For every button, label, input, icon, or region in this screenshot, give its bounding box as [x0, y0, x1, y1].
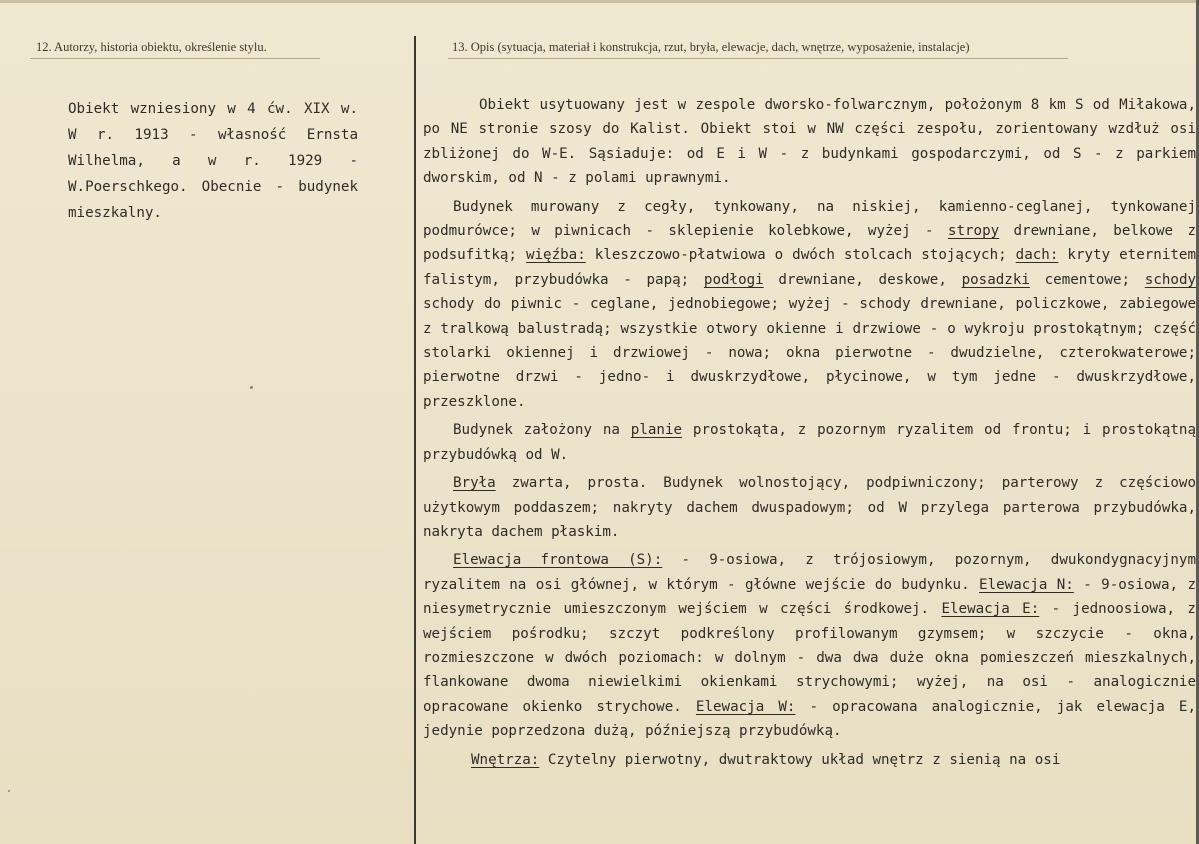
text-run: zwarta, prosta. Budynek wolnostojący, podpiwniczony; parterowy z częściowo użytkowym poddaszem; nakryty dachem dwuspadowym; od W przylega parterowa przybudówka, nakryta dachem płaskim.: [423, 475, 1196, 540]
underlined-term: Elewacja frontowa (S):: [453, 552, 663, 569]
text-run: drewniane, belkowe z podsufitką;: [423, 223, 1196, 264]
underlined-term: dach:: [1015, 247, 1059, 264]
construction-paragraph: [423, 195, 1196, 415]
underlined-term: posadzki: [961, 271, 1030, 288]
text-run: Budynek murowany z cegły, tynkowany, na niskiej, kamienno-ceglanej, tynkowanej podmurówce; w piwnicach - sklepienie kolebkowe, wyżej -: [423, 198, 1196, 240]
text-run: - jednoosiowa, z wejściem pośrodku; szczyt podkreślony profilowanym gzymsem; w szczycie - okna, rozmieszczone w dwóch poziomach: w dolnym - dwa dwa duże okna pomieszczeń mieszkalnych, flankowane dwoma niewielkimi okienkami strychowymi; wyżej, na osi - analogicznie opracowane okienko strychowe.: [423, 601, 1196, 715]
text-run: - 9-osiowa, z niesymetrycznie umieszczonym wejściem w części środkowej.: [423, 576, 1196, 618]
column-divider: [414, 36, 416, 844]
authors-history-text: [68, 96, 358, 226]
underlined-term: stropy: [947, 223, 1000, 240]
text-run: drewniane, deskowe,: [763, 271, 962, 288]
interiors-paragraph: [423, 748, 1196, 772]
location-paragraph: Obiekt usytuowany jest w zespole dworsko-folwarcznym, położonym 8 km S od Miłakowa, po NE stronie szosy do Kalist. Obiekt stoi w NW części zespołu, zorientowany wzdłuż osi zbliżonej do W-E. Sąsiaduje: od E i W - z budynkami gospodarczymi, od S - z parkiem dworskim, od N - z polami uprawnymi.: [423, 97, 1196, 187]
text-run: kryty eternitem falistym, przybudówka - papą;: [423, 247, 1196, 288]
text-run: schody do piwnic - ceglane, jednobiegowe; wyżej - schody drewniane, policzkowe, zabiegowe z tralkową balustradą; wszystkie otwory okienne i drzwiowe - o wykroju prostokątnym; część stolarki okiennej i drzwiowej - nowa; okna pierwotne - dwudzielne, czterokwaterowe; pierwotne drzwi - jedno- i dwuskrzydłowe, płycinowe, w tym jedne - dwuskrzydłowe, przeszklone.: [423, 296, 1196, 410]
underlined-term: Wnętrza:: [471, 751, 540, 768]
plan-paragraph: [423, 418, 1196, 467]
underlined-term: Elewacja N:: [979, 576, 1074, 593]
elevations-paragraph: [423, 548, 1196, 743]
section-13-header-rule: [448, 58, 1068, 59]
text-run: Czytelny pierwotny, dwutraktowy układ wnętrz z sienią na osi: [539, 751, 1061, 768]
section-12-header-rule: [30, 58, 320, 59]
text-run: kleszczowo-płatwiowa o dwóch stolcach stojących;: [585, 247, 1016, 264]
text-run: - opracowana analogicznie, jak elewacja E, jedynie poprzedzona dużą, późniejszą przybudówką.: [423, 698, 1197, 740]
description-text: [423, 93, 1196, 776]
text-run: cementowe;: [1029, 271, 1145, 288]
underlined-term: Elewacja W:: [695, 698, 796, 715]
form-paragraph: [423, 471, 1196, 544]
underlined-term: więźba:: [525, 247, 586, 264]
history-paragraph: Obiekt wzniesiony w 4 ćw. XIX w. W r. 1913 - własność Ernsta Wilhelma, a w r. 1929 - W.Poerschkego. Obecnie - budynek mieszkalny.: [68, 101, 358, 221]
underlined-term: Bryła: [453, 475, 496, 492]
underlined-term: podłogi: [703, 271, 764, 288]
paper-speck: [8, 790, 10, 792]
underlined-term: planie: [630, 422, 683, 439]
text-run: Budynek założony na: [453, 422, 631, 439]
section-13-header: 13. Opis (sytuacja, materiał i konstrukcja, rzut, bryła, elewacje, dach, wnętrze, wyposażenie, instalacje): [452, 40, 970, 54]
underlined-term: schody: [1144, 271, 1197, 288]
section-12-header: 12. Autorzy, historia obiektu, określenie stylu.: [36, 40, 267, 54]
text-run: prostokąta, z pozornym ryzalitem od frontu; i prostokątną przybudówką od W.: [423, 422, 1196, 463]
paper-speck: [250, 386, 253, 389]
text-run: - 9-osiowa, z trójosiowym, pozornym, dwukondygnacyjnym ryzalitem na osi głównej, w którym - główne wejście do budynku.: [423, 552, 1196, 593]
page-top-edge: [0, 0, 1199, 3]
underlined-term: Elewacja E:: [941, 601, 1040, 618]
